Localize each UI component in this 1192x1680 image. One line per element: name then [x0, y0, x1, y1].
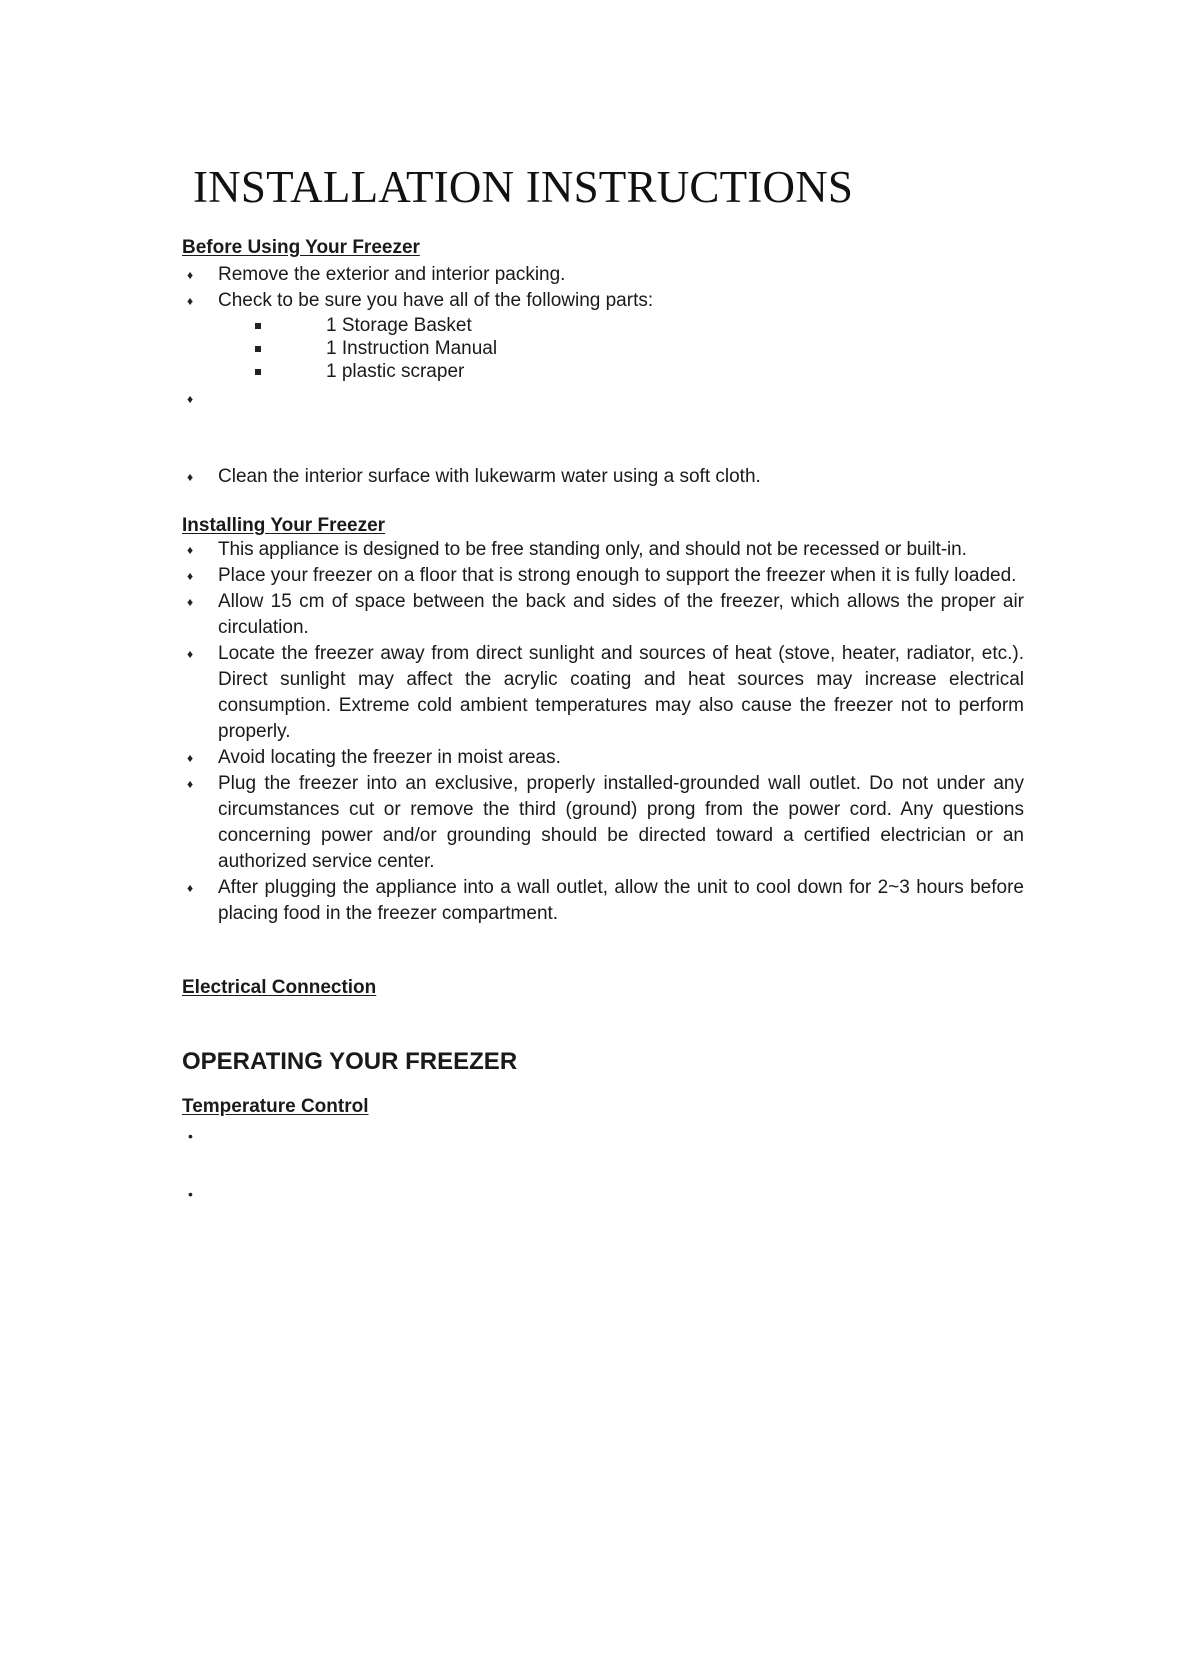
list-item: [182, 288, 1024, 314]
empty-diamond-bullet-icon: ♦: [186, 392, 194, 406]
list-item: [182, 875, 1024, 927]
list-item-text: Avoid locating the freezer in moist areas.: [218, 747, 561, 768]
diamond-bullet-icon: ♦: [186, 268, 194, 282]
operating-heading: OPERATING YOUR FREEZER: [182, 1048, 518, 1075]
round-bullet-icon: •: [188, 1186, 193, 1202]
round-bullet-icon: •: [188, 1128, 193, 1144]
cleaning-list: [182, 464, 1024, 490]
part-item-text: 1 plastic scraper: [326, 361, 465, 382]
square-bullet-icon: [255, 323, 261, 329]
diamond-bullet-icon: ♦: [186, 595, 194, 609]
diamond-bullet-icon: ♦: [186, 470, 194, 484]
parts-list: [252, 314, 497, 383]
square-bullet-icon: [255, 346, 261, 352]
diamond-bullet-icon: ♦: [186, 647, 194, 661]
page-title: INSTALLATION INSTRUCTIONS: [193, 162, 854, 212]
list-item-text: Locate the freezer away from direct sunlight and sources of heat (stove, heater, radiator, etc.). Direct sunlight may affect the acrylic coating and heat sources may increase electrical consumption. Extreme cold ambient temperatures may also cause the freezer not to perform properly.: [218, 643, 1024, 742]
diamond-bullet-icon: ♦: [186, 569, 194, 583]
list-item: [182, 589, 1024, 641]
part-item: [252, 360, 497, 383]
before-using-heading: Before Using Your Freezer: [182, 237, 420, 258]
installing-list: [182, 537, 1024, 927]
list-item-text: This appliance is designed to be free standing only, and should not be recessed or built-in.: [218, 539, 967, 560]
list-item-text: Allow 15 cm of space between the back and sides of the freezer, which allows the proper air circulation.: [218, 591, 1024, 638]
installing-heading: Installing Your Freezer: [182, 515, 386, 536]
list-item: [182, 641, 1024, 745]
part-item: [252, 337, 497, 360]
list-item: [182, 262, 1024, 288]
list-item: [182, 464, 1024, 490]
electrical-heading: Electrical Connection: [182, 977, 377, 998]
list-item-text: Remove the exterior and interior packing.: [218, 264, 566, 285]
list-item-text: Clean the interior surface with lukewarm water using a soft cloth.: [218, 466, 761, 487]
list-item: [182, 745, 1024, 771]
diamond-bullet-icon: ♦: [186, 543, 194, 557]
list-item-text: Plug the freezer into an exclusive, properly installed-grounded wall outlet. Do not under any circumstances cut or remove the third (ground) prong from the power cord. Any questions concerning power and/or grounding should be directed toward a certified electrician or an authorized service center.: [218, 773, 1024, 872]
part-item: [252, 314, 497, 337]
diamond-bullet-icon: ♦: [186, 751, 194, 765]
list-item: [182, 537, 1024, 563]
diamond-bullet-icon: ♦: [186, 777, 194, 791]
diamond-bullet-icon: ♦: [186, 294, 194, 308]
square-bullet-icon: [255, 369, 261, 375]
temperature-control-heading: Temperature Control: [182, 1096, 369, 1117]
before-using-list: [182, 262, 1024, 314]
list-item: [182, 771, 1024, 875]
diamond-bullet-icon: ♦: [186, 881, 194, 895]
list-item-text: Check to be sure you have all of the following parts:: [218, 290, 654, 311]
list-item-text: After plugging the appliance into a wall outlet, allow the unit to cool down for 2~3 hours before placing food in the freezer compartment.: [218, 877, 1024, 924]
list-item: [182, 563, 1024, 589]
part-item-text: 1 Instruction Manual: [326, 338, 498, 359]
part-item-text: 1 Storage Basket: [326, 315, 472, 336]
list-item-text: Place your freezer on a floor that is strong enough to support the freezer when it is fully loaded.: [218, 565, 1017, 586]
